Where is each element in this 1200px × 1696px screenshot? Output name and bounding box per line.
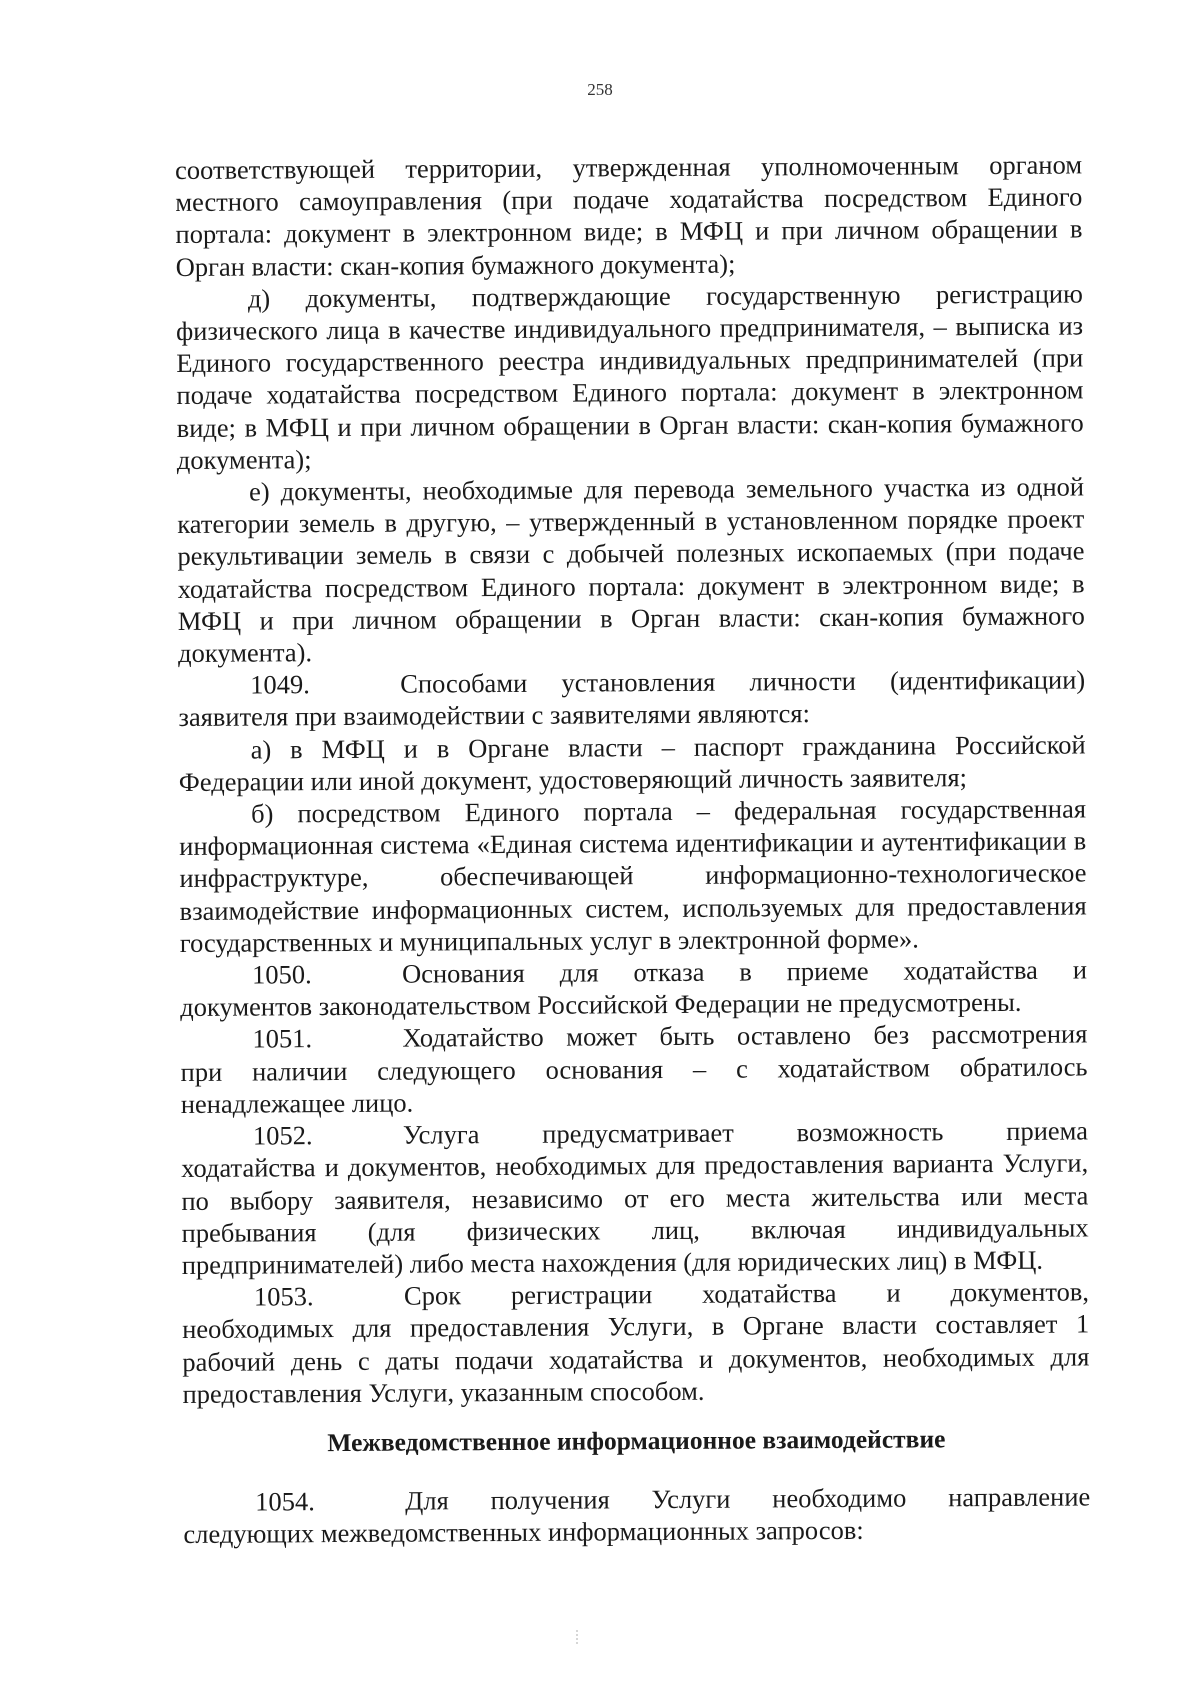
clause-lead [400,664,1085,700]
word: Ходатайство [402,1022,544,1054]
word: Способами [400,668,528,699]
word: Для [405,1485,449,1516]
word: регистрации [510,1279,653,1311]
word: необходимо [772,1482,907,1514]
clause-1054-first-line [183,1481,1090,1519]
clause-number: 1054. [255,1486,315,1517]
clause-1051-first-line [180,1018,1087,1056]
word: Основания [401,957,525,989]
word: Срок [403,1280,462,1311]
word: без [873,1020,910,1051]
word: предусматривает [542,1117,734,1149]
word: установления [561,666,716,698]
section-heading: Межведомственное информационное взаимодействие [327,1424,946,1458]
page-number: 258 [587,80,613,99]
clause-1051 [180,1018,1088,1120]
paragraph-item-a: а) в МФЦ и в Органе власти – паспорт гражданина Российской Федерации или иной документ, удостоверяющий личность заявителя; [178,729,1086,797]
word: быть [659,1021,715,1052]
paragraph-item-b: б) посредством Единого портала – федеральная государственная информационная система «Единая система идентификации и аутентификации в инфраструктуре, обеспечивающей информационно-технологическое взаимодействие информационных систем, используемых для предоставления государственных и муниципальных услуг в электронной форме». [179,793,1087,958]
clause-text: заявителя при взаимодействии с заявителями являются: [178,698,810,733]
word: направление [948,1481,1091,1513]
word: личности [749,666,856,697]
clause-lead [404,1276,1089,1312]
clause-number: 1052. [252,1120,313,1151]
clause-number: 1050. [251,959,312,990]
clause-1052 [181,1115,1089,1282]
word: и [1072,954,1088,985]
clause-lead [402,1018,1087,1054]
paragraph-item-d: д) документы, подтверждающие государственную регистрацию физического лица в качестве индивидуального предпринимателя, – выписка из Единого государственного реестра индивидуальных предпринимателей (при подаче ходатайства посредством Единого портала: документ в электронном виде; в МФЦ и при личном обращении в Орган власти: скан-копия бумажного документа); [175,278,1084,475]
clause-text: необходимых для предоставления Услуги, в Органе власти составляет 1 рабочий день с даты подачи ходатайства и документов, необходимых для предоставления Услуги, указанным способом. [182,1308,1090,1409]
word: приема [1006,1115,1089,1147]
clause-1053 [182,1276,1090,1410]
clause-1054 [183,1481,1090,1551]
clause-text: документов законодательством Российской Федерации не предусмотрены. [180,987,1022,1023]
word: Услуги [651,1483,731,1515]
word: может [566,1021,638,1053]
clause-number: 1049. [250,669,310,700]
word: возможность [796,1116,944,1148]
clause-lead [405,1481,1090,1517]
clause-number: 1053. [253,1281,314,1312]
clause-1049-first-line [178,664,1085,702]
word: Услуга [402,1119,480,1150]
word: документов, [950,1276,1090,1308]
clause-lead [402,954,1087,990]
word: в [739,956,752,987]
word: для [559,957,599,988]
word: оставлено [736,1020,851,1052]
word: отказа [633,956,705,988]
clause-text: ходатайства и документов, необходимых для предоставления варианта Услуги, по выбору заявителя, независимо от его места жительства или места пребывания (для физических лиц, включая индивидуальных предпринимателей) либо места нахождения (для юридических лиц) в МФЦ. [181,1147,1089,1280]
paragraph-continuation: соответствующей территории, утвержденная уполномоченным органом местного самоуправления (при подаче ходатайства посредством Единого портала: документ в электронном виде; в МФЦ и при личном обращении в Орган власти: скан-копия бумажного документа); [175,149,1083,282]
paragraph-item-e: е) документы, необходимые для перевода земельного участка из одной категории земель в другую, – утвержденный в установленном порядке проект рекультивации земель в связи с добычей полезных ископаемых (при подаче ходатайства посредством Единого портала: документ в электронном виде; в МФЦ и при личном обращении в Орган власти: скан-копия бумажного документа). [177,471,1085,669]
word: получения [490,1484,610,1516]
word: ходатайства [702,1278,837,1309]
clause-number: 1051. [252,1023,313,1055]
scan-artifact [576,1630,578,1644]
word: и [886,1277,901,1308]
word: приеме [786,955,869,987]
word: ходатайства [903,954,1038,986]
clause-text: следующих межведомственных информационных запросов: [183,1515,864,1550]
clause-text: при наличии следующего основания – с ходатайством обратилось ненадлежащее лицо. [180,1051,1088,1119]
clause-lead [403,1115,1088,1151]
clause-1050 [180,954,1087,1024]
document-body [175,148,1091,1550]
word: рассмотрения [931,1018,1088,1050]
clause-1049 [178,664,1085,734]
word: (идентификации) [889,664,1086,696]
